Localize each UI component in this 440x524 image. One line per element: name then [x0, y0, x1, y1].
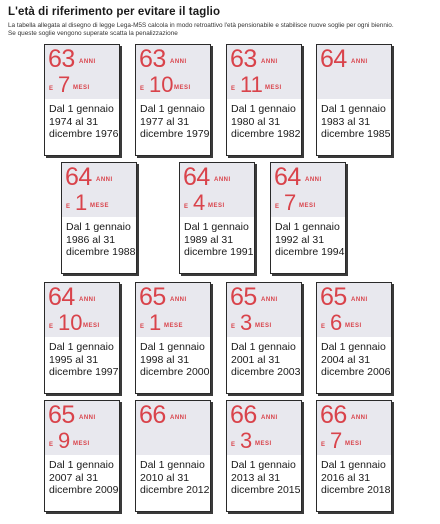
- age-card: [226, 400, 302, 512]
- subtitle-line-1: La tabella allegata al disegno di legge Lega-M5S calcola in modo retroattivo l'età pensionabile e stabilisce nuove soglie per ogni biennio.: [8, 22, 394, 29]
- age-months-unit: MESI: [83, 323, 100, 329]
- birth-period-line-1: Dal 1 gennaio: [321, 103, 386, 115]
- age-months-unit: MESI: [255, 441, 272, 447]
- birth-period-line-3: dicembre 2003: [231, 366, 301, 378]
- age-years-unit: ANNI: [261, 415, 278, 421]
- birth-period-line-3: dicembre 1997: [49, 366, 119, 378]
- age-years: 65: [230, 283, 257, 311]
- conjunction-e: E: [321, 442, 326, 448]
- birth-period-line-2: 1995 al 31: [49, 353, 99, 366]
- age-years-unit: ANNI: [351, 415, 368, 421]
- conjunction-e: E: [321, 324, 326, 330]
- birth-period-line-3: dicembre 2006: [321, 366, 391, 378]
- birth-period-line-1: Dal 1 gennaio: [231, 103, 296, 115]
- age-months: 7: [284, 190, 297, 215]
- age-card-header: [136, 45, 210, 99]
- age-years: 65: [48, 401, 75, 429]
- birth-period: [231, 103, 300, 141]
- age-months-unit: MESI: [208, 203, 225, 209]
- birth-period: [49, 459, 118, 497]
- birth-period-line-3: dicembre 1976: [49, 128, 119, 140]
- age-years: 63: [48, 45, 75, 73]
- age-card: [135, 400, 211, 512]
- age-card: [44, 400, 120, 512]
- birth-period-line-1: Dal 1 gennaio: [231, 459, 296, 471]
- conjunction-e: E: [140, 86, 145, 92]
- birth-period-line-2: 1974 al 31: [49, 115, 99, 128]
- age-card-header: [45, 45, 119, 99]
- age-years-unit: ANNI: [305, 177, 322, 183]
- birth-period-line-3: dicembre 2012: [140, 484, 210, 496]
- age-months: 7: [330, 428, 343, 453]
- age-months-unit: MESI: [73, 441, 90, 447]
- age-months-unit: MESI: [265, 85, 282, 91]
- age-months-unit: MESI: [255, 323, 272, 329]
- age-months: 4: [193, 190, 206, 215]
- birth-period-line-2: 1992 al 31: [275, 233, 325, 246]
- age-months: 11: [240, 72, 263, 97]
- age-card-header: [45, 401, 119, 455]
- age-card-header: [62, 163, 136, 217]
- age-months: 10: [58, 310, 83, 335]
- age-months-unit: MESI: [299, 203, 316, 209]
- age-years: 63: [230, 45, 257, 73]
- age-card: [135, 44, 211, 156]
- age-card: [44, 44, 120, 156]
- age-years: 66: [139, 401, 166, 429]
- age-card: [135, 282, 211, 394]
- birth-period-line-1: Dal 1 gennaio: [140, 341, 205, 353]
- age-months-unit: MESE: [164, 323, 184, 329]
- birth-period-line-1: Dal 1 gennaio: [275, 221, 340, 233]
- birth-period-line-2: 1998 al 31: [140, 353, 190, 366]
- subtitle-line-2: Se queste soglie vengono superate scatta la penalizzazione: [8, 30, 178, 37]
- age-card: [316, 282, 392, 394]
- birth-period-line-2: 2004 al 31: [321, 353, 371, 366]
- birth-period-line-3: dicembre 1979: [140, 128, 210, 140]
- birth-period-line-3: dicembre 2000: [140, 366, 210, 378]
- birth-period: [184, 221, 253, 259]
- conjunction-e: E: [231, 442, 236, 448]
- age-months: 9: [58, 428, 71, 453]
- birth-period-line-2: 2001 al 31: [231, 353, 281, 366]
- birth-period-line-2: 1977 al 31: [140, 115, 190, 128]
- birth-period-line-2: 2016 al 31: [321, 471, 371, 484]
- conjunction-e: E: [275, 204, 280, 210]
- birth-period-line-1: Dal 1 gennaio: [49, 103, 114, 115]
- birth-period: [231, 459, 300, 497]
- age-months: 3: [240, 428, 253, 453]
- age-card: [179, 162, 255, 274]
- age-years: 64: [183, 163, 210, 191]
- age-years: 63: [139, 45, 166, 73]
- age-card-header: [317, 45, 391, 99]
- age-months: 10: [149, 72, 174, 97]
- age-years-unit: ANNI: [170, 59, 187, 65]
- birth-period-line-1: Dal 1 gennaio: [49, 459, 114, 471]
- conjunction-e: E: [231, 86, 236, 92]
- birth-period-line-2: 2007 al 31: [49, 471, 99, 484]
- birth-period-line-1: Dal 1 gennaio: [321, 341, 386, 353]
- age-card-header: [136, 401, 210, 455]
- age-years-unit: ANNI: [351, 297, 368, 303]
- age-card: [44, 282, 120, 394]
- age-months: 6: [330, 310, 343, 335]
- age-card-header: [136, 283, 210, 337]
- birth-period-line-1: Dal 1 gennaio: [184, 221, 249, 233]
- birth-period-line-1: Dal 1 gennaio: [321, 459, 386, 471]
- age-years-unit: ANNI: [96, 177, 113, 183]
- birth-period-line-3: dicembre 1994: [275, 246, 345, 258]
- birth-period: [49, 103, 118, 141]
- age-years-unit: ANNI: [261, 59, 278, 65]
- age-months-unit: MESI: [345, 441, 362, 447]
- birth-period-line-1: Dal 1 gennaio: [231, 341, 296, 353]
- age-months: 1: [75, 190, 88, 215]
- birth-period: [321, 341, 390, 379]
- age-months: 7: [58, 72, 71, 97]
- conjunction-e: E: [140, 324, 145, 330]
- age-years-unit: ANNI: [214, 177, 231, 183]
- age-years: 64: [320, 45, 347, 73]
- birth-period-line-2: 1983 al 31: [321, 115, 371, 128]
- birth-period-line-1: Dal 1 gennaio: [49, 341, 114, 353]
- birth-period-line-1: Dal 1 gennaio: [140, 103, 205, 115]
- age-years-unit: ANNI: [79, 415, 96, 421]
- birth-period-line-3: dicembre 1982: [231, 128, 301, 140]
- conjunction-e: E: [49, 324, 54, 330]
- birth-period-line-2: 2013 al 31: [231, 471, 281, 484]
- birth-period: [231, 341, 300, 379]
- birth-period-line-3: dicembre 2015: [231, 484, 301, 496]
- birth-period-line-2: 1980 al 31: [231, 115, 281, 128]
- age-card-header: [271, 163, 345, 217]
- age-months: 3: [240, 310, 253, 335]
- age-years-unit: ANNI: [261, 297, 278, 303]
- birth-period: [140, 459, 209, 497]
- age-years-unit: ANNI: [170, 415, 187, 421]
- age-years: 64: [65, 163, 92, 191]
- age-months-unit: MESE: [90, 203, 110, 209]
- age-card-header: [227, 45, 301, 99]
- birth-period: [140, 341, 209, 379]
- age-card-header: [45, 283, 119, 337]
- page-title: L'età di riferimento per evitare il taglio: [8, 6, 221, 18]
- birth-period: [321, 103, 390, 141]
- age-years: 64: [48, 283, 75, 311]
- conjunction-e: E: [231, 324, 236, 330]
- age-years: 66: [320, 401, 347, 429]
- age-card-header: [317, 283, 391, 337]
- age-years-unit: ANNI: [351, 59, 368, 65]
- age-years: 65: [320, 283, 347, 311]
- age-card-header: [180, 163, 254, 217]
- birth-period-line-3: dicembre 2009: [49, 484, 119, 496]
- birth-period-line-2: 1989 al 31: [184, 233, 234, 246]
- age-years: 65: [139, 283, 166, 311]
- age-card: [270, 162, 346, 274]
- age-years: 64: [274, 163, 301, 191]
- age-months: 1: [149, 310, 162, 335]
- age-years: 66: [230, 401, 257, 429]
- birth-period-line-2: 1986 al 31: [66, 233, 116, 246]
- birth-period: [321, 459, 390, 497]
- conjunction-e: E: [49, 442, 54, 448]
- conjunction-e: E: [66, 204, 71, 210]
- age-card-header: [227, 283, 301, 337]
- birth-period: [49, 341, 118, 379]
- age-months-unit: MESI: [345, 323, 362, 329]
- birth-period-line-3: dicembre 1985: [321, 128, 391, 140]
- age-card: [226, 282, 302, 394]
- birth-period-line-3: dicembre 1988: [66, 246, 136, 258]
- birth-period-line-3: dicembre 2018: [321, 484, 391, 496]
- birth-period-line-2: 2010 al 31: [140, 471, 190, 484]
- age-card: [316, 44, 392, 156]
- birth-period-line-3: dicembre 1991: [184, 246, 254, 258]
- age-card: [61, 162, 137, 274]
- age-months-unit: MESI: [174, 85, 191, 91]
- age-months-unit: MESI: [73, 85, 90, 91]
- conjunction-e: E: [184, 204, 189, 210]
- birth-period: [66, 221, 135, 259]
- age-card-header: [227, 401, 301, 455]
- birth-period-line-1: Dal 1 gennaio: [66, 221, 131, 233]
- birth-period: [140, 103, 209, 141]
- age-card: [226, 44, 302, 156]
- age-years-unit: ANNI: [79, 297, 96, 303]
- conjunction-e: E: [49, 86, 54, 92]
- birth-period: [275, 221, 344, 259]
- age-years-unit: ANNI: [79, 59, 96, 65]
- birth-period-line-1: Dal 1 gennaio: [140, 459, 205, 471]
- age-years-unit: ANNI: [170, 297, 187, 303]
- age-card: [316, 400, 392, 512]
- age-card-header: [317, 401, 391, 455]
